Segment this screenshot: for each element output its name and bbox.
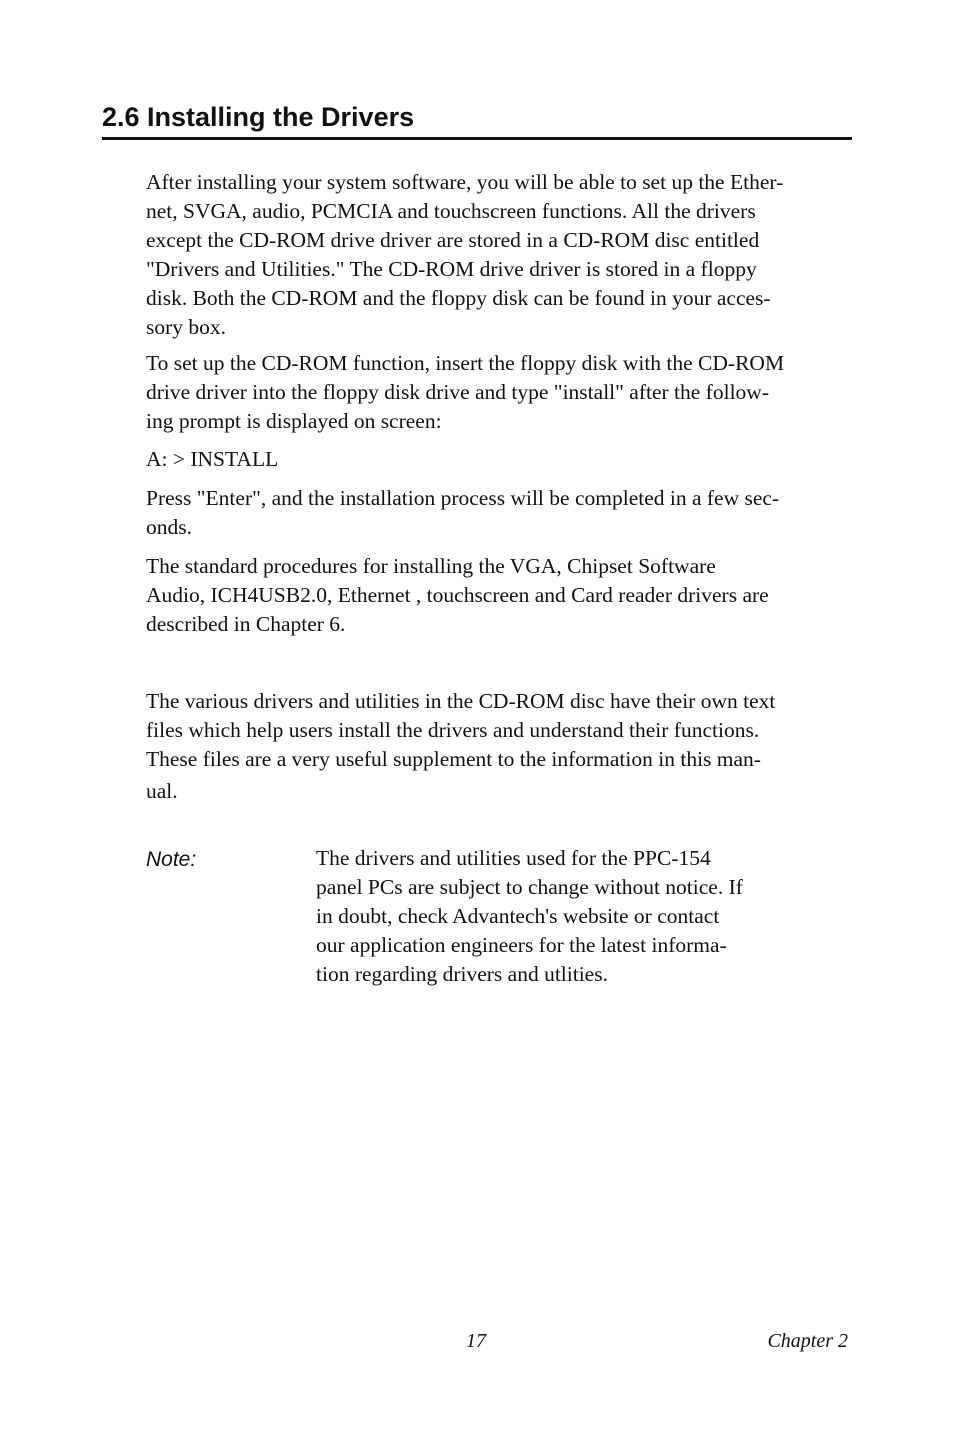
text-line: in doubt, check Advantech's website or contact [316,904,720,928]
text-line: our application engineers for the latest informa- [316,933,727,957]
install-command: A: > INSTALL [146,447,279,471]
text-line: The drivers and utilities used for the PPC-154 [316,846,711,870]
text-line: described in Chapter 6. [146,612,346,636]
text-line: "Drivers and Utilities." The CD-ROM drive driver is stored in a floppy [146,257,757,281]
text-line: After installing your system software, you will be able to set up the Ether- [146,170,784,194]
text-line: ing prompt is displayed on screen: [146,409,442,433]
text-line: sory box. [146,315,227,339]
page-number: 17 [466,1330,486,1352]
chapter-label: Chapter 2 [767,1330,848,1352]
text-line: tion regarding drivers and utlities. [316,962,608,986]
text-line: disk. Both the CD-ROM and the floppy disk can be found in your acces- [146,286,771,310]
paragraph-text-files [146,687,858,806]
text-line: These files are a very useful supplement to the information in this man- [146,747,761,771]
text-line: The various drivers and utilities in the CD-ROM disc have their own text [146,689,776,713]
text-line: To set up the CD-ROM function, insert the floppy disk with the CD-ROM [146,351,785,375]
text-line: net, SVGA, audio, PCMCIA and touchscreen functions. All the drivers [146,199,756,223]
text-line: ual. [146,779,178,803]
note-label: Note: [146,848,197,871]
note-text [316,844,796,989]
text-line: The standard procedures for installing the VGA, Chipset Software [146,554,716,578]
paragraph-intro [146,168,858,342]
text-line: Press "Enter", and the installation process will be completed in a few sec- [146,486,780,510]
text-line: except the CD-ROM drive driver are stored in a CD-ROM disc entitled [146,228,760,252]
section-heading: 2.6 Installing the Drivers [102,98,852,140]
paragraph-press-enter [146,484,858,542]
text-line: drive driver into the floppy disk drive and type "install" after the follow- [146,380,769,404]
text-line: Audio, ICH4USB2.0, Ethernet , touchscreen and Card reader drivers are [146,583,769,607]
text-line: files which help users install the drivers and understand their functions. [146,718,760,742]
text-line: panel PCs are subject to change without notice. If [316,875,743,899]
text-line: onds. [146,515,192,539]
paragraph-standard-procedures [146,552,858,639]
paragraph-cdrom-setup [146,349,858,436]
